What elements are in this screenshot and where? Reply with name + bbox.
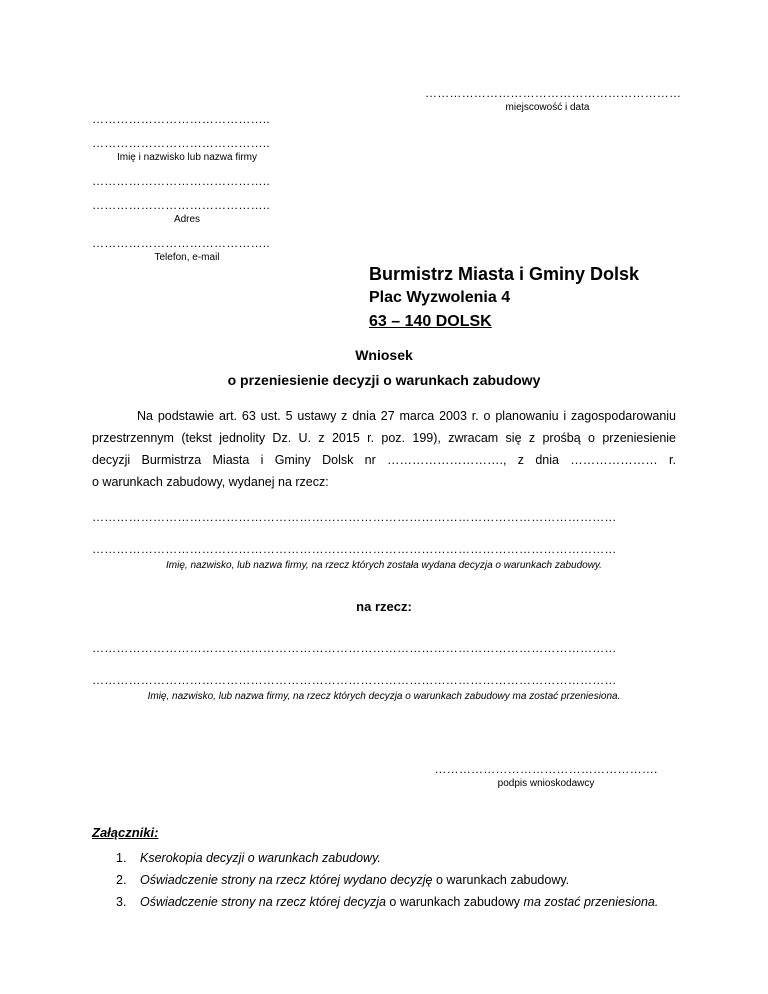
from-party-block <box>92 510 676 571</box>
attachment-text-end: ma zostać przeniesiona. <box>523 895 659 909</box>
applicant-name-field-1[interactable]: …………………………………….. <box>92 112 270 126</box>
to-party-label: Imię, nazwisko, lub nazwa firmy, na rzecz których decyzja o warunkach zabudowy ma zostać przeniesiona. <box>147 691 621 702</box>
body-line-1: Na podstawie art. 63 ust. 5 ustawy z dnia 27 marca 2003 r. o planowaniu i zagospodarowaniu <box>137 409 676 423</box>
signature-block <box>415 762 677 789</box>
from-party-field-1[interactable]: ………………………………………………………………………………………………………………… <box>92 510 617 524</box>
applicant-address-field-1[interactable]: …………………………………….. <box>92 174 270 188</box>
applicant-contact-label: Telefon, e-mail <box>154 252 220 263</box>
document-title: Wniosek <box>355 347 413 363</box>
attachments-heading: Załączniki: <box>92 825 159 840</box>
recipient-street: Plac Wyzwolenia 4 <box>369 289 511 306</box>
attachments-block <box>92 825 692 917</box>
recipient-block <box>369 264 639 331</box>
attachment-text: Oświadczenie strony na rzecz której wydano decyzję <box>140 873 433 887</box>
signature-label: podpis wnioskodawcy <box>497 778 595 789</box>
attachment-text-plain: o warunkach zabudowy. <box>432 873 570 887</box>
attachment-number: 2. <box>116 873 127 887</box>
attachment-text-plain: o warunkach zabudowy <box>385 895 524 909</box>
attachment-item-1 <box>92 851 692 873</box>
place-date-label: miejscowość i data <box>505 102 590 113</box>
applicant-name-label: Imię i nazwisko lub nazwa firmy <box>116 152 258 163</box>
body-line-4: o warunkach zabudowy, wydanej na rzecz: <box>92 475 329 489</box>
applicant-address-field-2[interactable]: …………………………………….. <box>92 198 270 212</box>
applicant-contact-field[interactable]: …………………………………….. <box>92 236 270 250</box>
document-subtitle: o przeniesienie decyzji o warunkach zabudowy <box>227 372 541 388</box>
attachment-item-2 <box>92 873 692 895</box>
to-party-field-1[interactable]: ………………………………………………………………………………………………………………… <box>92 641 617 655</box>
body-line-2: przestrzennym (tekst jednolity Dz. U. z 2015 r. poz. 199), zwracam się z prośbą o przeniesienie <box>92 431 676 445</box>
from-party-field-2[interactable]: ………………………………………………………………………………………………………………… <box>92 542 617 556</box>
body-line-3: decyzji Burmistrza Miasta i Gminy Dolsk nr ………………………., z dnia ………………… r. <box>92 453 676 467</box>
place-date-field[interactable]: ……………………………………………………… <box>425 86 682 100</box>
body-paragraph <box>92 405 676 493</box>
place-date-block <box>425 86 682 113</box>
attachment-item-3 <box>92 895 692 917</box>
applicant-block <box>92 112 282 263</box>
attachment-number: 3. <box>116 895 127 909</box>
signature-field[interactable]: ………………………………………………. <box>434 762 658 776</box>
attachment-text: Oświadczenie strony na rzecz której decyzja <box>140 895 386 909</box>
to-party-field-2[interactable]: ………………………………………………………………………………………………………………… <box>92 673 617 687</box>
to-party-heading: na rzecz: <box>356 599 412 614</box>
attachment-number: 1. <box>116 851 127 865</box>
from-party-label: Imię, nazwisko, lub nazwa firmy, na rzecz których została wydana decyzja o warunkach zabudowy. <box>166 560 602 571</box>
applicant-name-field-2[interactable]: …………………………………….. <box>92 136 270 150</box>
recipient-postal: 63 – 140 DOLSK <box>369 313 492 330</box>
document-heading <box>92 347 676 388</box>
applicant-address-label: Adres <box>173 214 201 225</box>
attachment-text: Kserokopia decyzji o warunkach zabudowy. <box>140 851 381 865</box>
recipient-name: Burmistrz Miasta i Gminy Dolsk <box>369 264 640 284</box>
attachments-list <box>92 851 692 917</box>
to-party-block <box>92 599 676 702</box>
